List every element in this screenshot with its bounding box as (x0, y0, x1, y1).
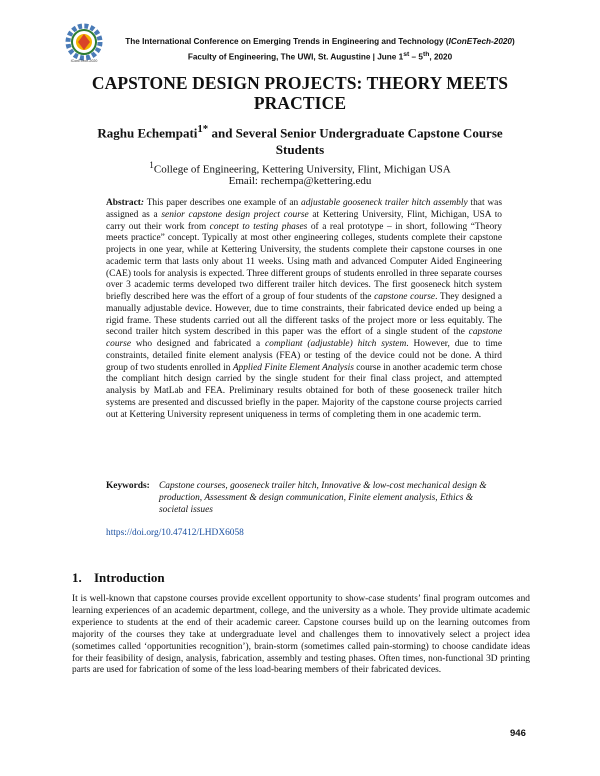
doi-link[interactable]: https://doi.org/10.47412/LHDX6058 (106, 528, 244, 538)
keywords-label: Keywords: (106, 481, 150, 491)
page-number: 946 (510, 728, 526, 739)
keywords (106, 480, 502, 516)
logo-text: IConETech-2020 (70, 59, 98, 63)
paper-title: CAPSTONE DESIGN PROJECTS: THEORY MEETS PRACTICE (91, 73, 509, 113)
author-email: Email: rechempa@kettering.edu (228, 175, 372, 187)
gear-icon (68, 26, 100, 58)
conference-name-line: The International Conference on Emerging Trends in Engineering and Technology (IConETech-2020) (125, 37, 515, 46)
author-list: Raghu Echempati$^{1*}$ and Several Senior Undergraduate Capstone Course Students (97, 123, 503, 158)
abstract: Abstract: This paper describes one example of an adjustable gooseneck trailer hitch assembly that was assigned as a senior capstone design project course at Kettering University, Flint, Michigan, USA to carry out their work from concept to testing phases of a real prototype – in short, following “Theory meets practice” concept. Typically at most other engineering colleges, students complete their capstone projects in one year, while at Kettering University, the students complete their capstone courses in one academic term that lasts only about 11 weeks. Using math and advanced Computer Aided Engineering (CAE) tools for analysis is expected. Three different groups of students enrolled in three separate courses over 3 academic terms developed two different trailer hitch devices. The first gooseneck hitch system briefly described here was the effort of a group of four students of the capstone course. They designed a manually adjustable device. However, due to time constraints, their fabricated device ended up being a rigid frame. These students carried out all the different tasks of the project more or less equitably. The second trailer hitch system described in this paper was the effort of a single student of the capstone course who designed and fabricated a compliant (adjustable) hitch system. However, due to time constraints, detailed finite element analysis (FEA) or testing of the device could not be done. A third group of two students enrolled in Applied Finite Element Analysis course in another academic term chose the compliant hitch design carried by the single student for their final class project, and attempted analysis by MatLab and FEA. Preliminary results obtained for both of these gooseneck trailer hitch systems are presented and discussed briefly in the paper. Majority of the capstone course projects carried out at Kettering University represent uniqueness in terms of completing them in one academic term. (106, 198, 502, 420)
conference-venue-line: Faculty of Engineering, The UWI, St. Augustine | June 1st – 5th, 2020 (187, 51, 453, 62)
conference-header (100, 35, 540, 64)
keywords-text: Capstone courses, gooseneck trailer hitch, Innovative & low-cost mechanical design & production, Assessment & design communication, Finite element analysis, Ethics & societal issues (159, 481, 487, 515)
abstract-label: Abstract (106, 198, 141, 208)
affiliation: $^1$College of Engineering, Kettering University, Flint, Michigan USA (149, 160, 451, 176)
section-heading: 1. Introduction (72, 570, 165, 585)
introduction-paragraph: It is well-known that capstone courses provide excellent opportunity to show-case students’ final program outcomes and learning experiences of an academic department, college, and the university as a whole. They provide ultimate academic experience to students at the end of their academic career. Capstone courses build up on the learning outcomes from majority of the courses they take at undergraduate level and challenges them to innovatively select a project idea (sometimes called ‘opportunities recognition’), brain-storm (sometimes called pain-storming) to choose candidate ideas for their feasibility of design, analysis, fabrication, assembly and testing phases. Often times, non-functional 3D printing parts are used for fabrication of some of the less load-bearing members of their fabricated devices. (72, 594, 530, 676)
